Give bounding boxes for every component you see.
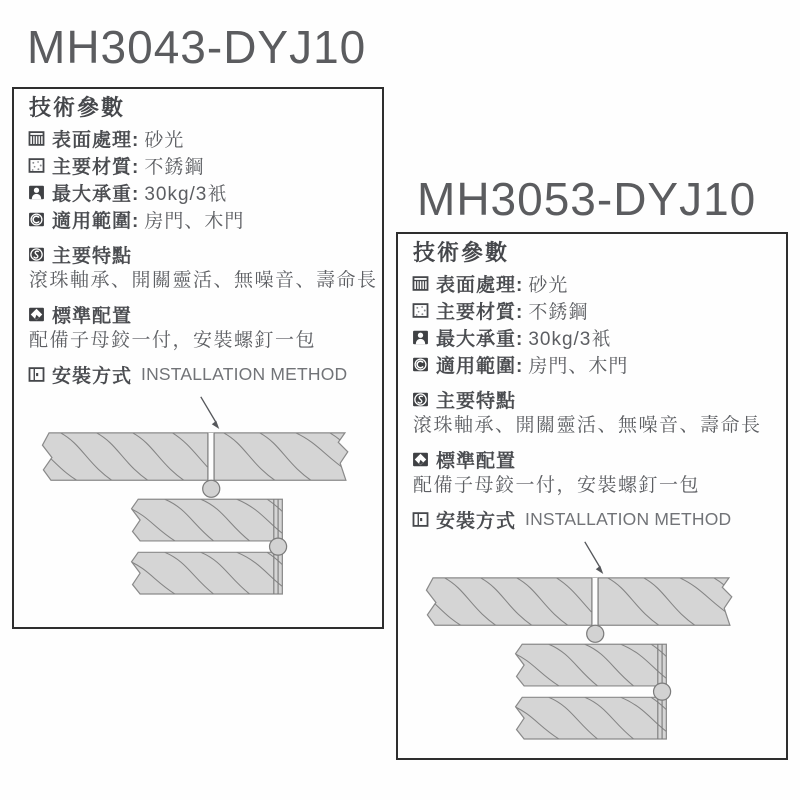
spec-label: 適用範圍: [436, 356, 524, 377]
standard-config-heading: 標準配置 [436, 450, 517, 472]
spec-value: 不銹鋼 [528, 302, 589, 323]
features-s-icon [28, 246, 45, 263]
standard-config-diamond-icon [28, 306, 45, 323]
spec-label: 表面處理: [436, 275, 524, 296]
installation-section [412, 507, 773, 531]
features-s-icon [412, 391, 429, 408]
max-load-person-icon [28, 184, 45, 201]
surface-grid-icon [412, 275, 429, 292]
spec-row-material [28, 152, 369, 179]
spec-value: 30kg/3衹 [144, 184, 228, 205]
spec-label: 適用範圍: [52, 211, 140, 232]
material-texture-icon [28, 157, 45, 174]
install-door-icon [28, 366, 45, 383]
spec-label: 最大承重: [436, 329, 524, 350]
spec-label: 表面處理: [52, 130, 140, 151]
tech-params-heading: 技術參數 [29, 95, 126, 120]
installation-section [28, 362, 369, 386]
product-title: MH3043-DYJ10 [27, 21, 367, 73]
features-body: 滾珠軸承、開關靈活、無噪音、壽命長 [29, 270, 378, 291]
spec-row-surface [412, 270, 773, 297]
features-body: 滾珠軸承、開關靈活、無噪音、壽命長 [413, 415, 762, 436]
spec-value: 砂光 [528, 275, 569, 296]
spec-value: 房門、木門 [144, 211, 245, 232]
max-load-person-icon [412, 329, 429, 346]
features-heading: 主要特點 [436, 390, 517, 412]
spec-row-material [412, 297, 773, 324]
applicable-range-c-icon [28, 211, 45, 228]
features-heading: 主要特點 [52, 245, 133, 267]
standard-config-body: 配備子母鉸一付，安裝螺釘一包 [413, 475, 701, 496]
spec-row-max-load [28, 179, 369, 206]
spec-box [396, 232, 788, 760]
spec-value: 房門、木門 [528, 356, 629, 377]
standard-config-section [28, 302, 369, 353]
tech-params-heading: 技術參數 [413, 240, 510, 265]
installation-heading-en: INSTALLATION METHOD [525, 508, 732, 529]
spec-row-range [28, 206, 369, 233]
standard-config-diamond-icon [412, 451, 429, 468]
spec-row-range [412, 351, 773, 378]
spec-box [12, 87, 384, 629]
features-section [28, 242, 378, 293]
spec-row-max-load [412, 324, 773, 351]
standard-config-heading: 標準配置 [52, 305, 133, 327]
standard-config-section [412, 447, 773, 498]
material-texture-icon [412, 302, 429, 319]
standard-config-body: 配備子母鉸一付，安裝螺釘一包 [29, 330, 317, 351]
installation-diagram [28, 393, 366, 613]
features-section [412, 387, 773, 438]
spec-value: 30kg/3衹 [528, 329, 612, 350]
spec-value: 不銹鋼 [144, 157, 205, 178]
installation-heading: 安裝方式 [52, 365, 133, 387]
spec-row-surface [28, 125, 369, 152]
spec-label: 主要材質: [436, 302, 524, 323]
spec-label: 主要材質: [52, 157, 140, 178]
installation-diagram [412, 538, 750, 758]
spec-label: 最大承重: [52, 184, 140, 205]
surface-grid-icon [28, 130, 45, 147]
install-door-icon [412, 511, 429, 528]
product-title: MH3053-DYJ10 [417, 173, 757, 225]
installation-heading: 安裝方式 [436, 510, 517, 532]
applicable-range-c-icon [412, 356, 429, 373]
spec-value: 砂光 [144, 130, 185, 151]
installation-heading-en: INSTALLATION METHOD [141, 363, 348, 384]
